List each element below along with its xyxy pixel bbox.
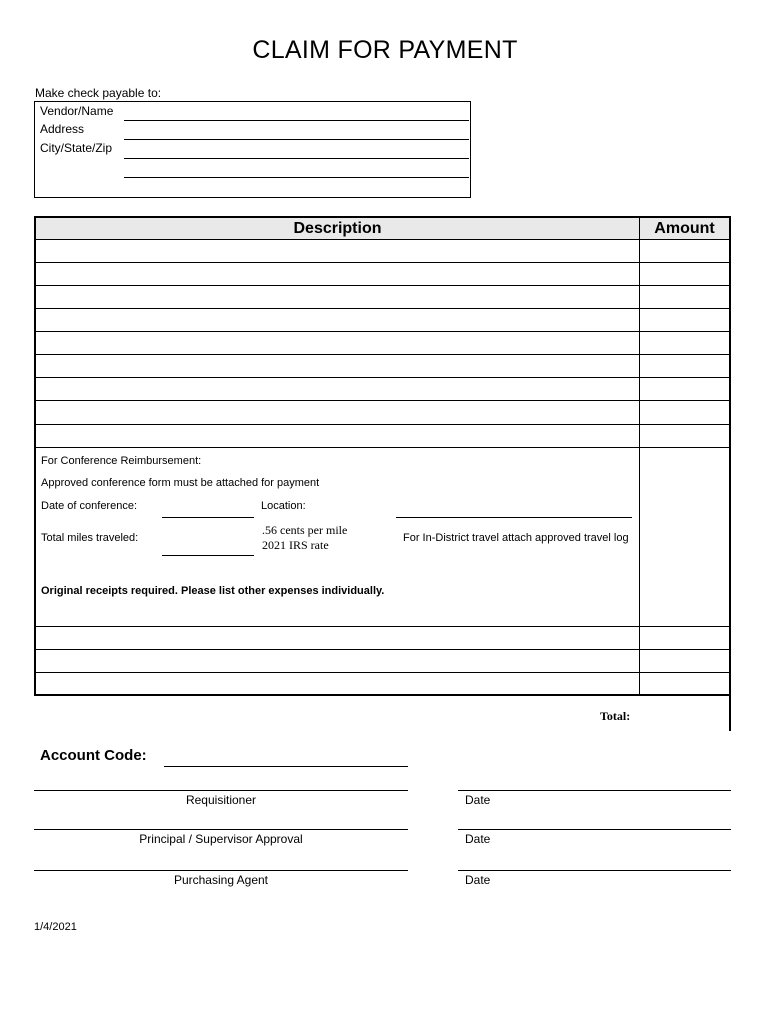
row-line <box>36 331 729 332</box>
address-field[interactable] <box>124 139 469 140</box>
description-header: Description <box>293 220 382 237</box>
column-divider <box>639 218 640 694</box>
conference-date-label: Date of conference: <box>41 500 138 512</box>
principal-date-line[interactable] <box>458 829 731 830</box>
requisitioner-date-label: Date <box>465 793 491 807</box>
conference-heading: For Conference Reimbursement: <box>41 455 202 467</box>
requisitioner-date-line[interactable] <box>458 790 731 791</box>
payee-heading: Make check payable to: <box>35 86 162 100</box>
travel-log-note: For In-District travel attach approved travel log <box>403 532 629 544</box>
row-line <box>36 354 729 355</box>
city-label: City/State/Zip <box>40 141 113 155</box>
mileage-rate: .56 cents per mile <box>262 523 348 537</box>
row-line <box>36 262 729 263</box>
row-line <box>36 239 729 240</box>
miles-field[interactable] <box>162 555 254 556</box>
receipts-note: Original receipts required. Please list other expenses individually. <box>41 585 385 597</box>
purchasing-date-label: Date <box>465 873 491 887</box>
address-label: Address <box>40 122 85 136</box>
conference-location-field[interactable] <box>396 517 632 518</box>
principal-date-label: Date <box>465 832 491 846</box>
conference-date-field[interactable] <box>162 517 254 518</box>
purchasing-signature-line[interactable] <box>34 870 408 871</box>
conference-attach-note: Approved conference form must be attached for payment <box>41 477 320 489</box>
miles-label: Total miles traveled: <box>41 532 139 544</box>
total-field-edge <box>729 694 731 731</box>
page-title: CLAIM FOR PAYMENT <box>252 36 518 64</box>
total-label: Total: <box>600 709 631 723</box>
vendor-field[interactable] <box>124 120 469 121</box>
purchasing-label: Purchasing Agent <box>173 873 269 887</box>
vendor-label: Vendor/Name <box>40 104 114 118</box>
amount-header: Amount <box>654 220 715 237</box>
account-code-field[interactable] <box>164 766 408 767</box>
purchasing-date-line[interactable] <box>458 870 731 871</box>
account-code-label: Account Code: <box>40 747 147 764</box>
footer-date: 1/4/2021 <box>34 921 77 933</box>
row-line <box>36 447 729 448</box>
row-line <box>36 377 729 378</box>
row-line <box>36 400 729 401</box>
principal-label: Principal / Supervisor Approval <box>139 832 303 846</box>
row-line <box>36 424 729 425</box>
principal-signature-line[interactable] <box>34 829 408 830</box>
requisitioner-label: Requisitioner <box>185 793 257 807</box>
payee-extra-field[interactable] <box>124 177 469 178</box>
conference-location-label: Location: <box>261 500 306 512</box>
city-field[interactable] <box>124 158 469 159</box>
row-line <box>36 285 729 286</box>
row-line <box>36 626 729 627</box>
requisitioner-signature-line[interactable] <box>34 790 408 791</box>
row-line <box>36 308 729 309</box>
row-line <box>36 672 729 673</box>
row-line <box>36 649 729 650</box>
irs-rate-label: 2021 IRS rate <box>262 538 329 552</box>
